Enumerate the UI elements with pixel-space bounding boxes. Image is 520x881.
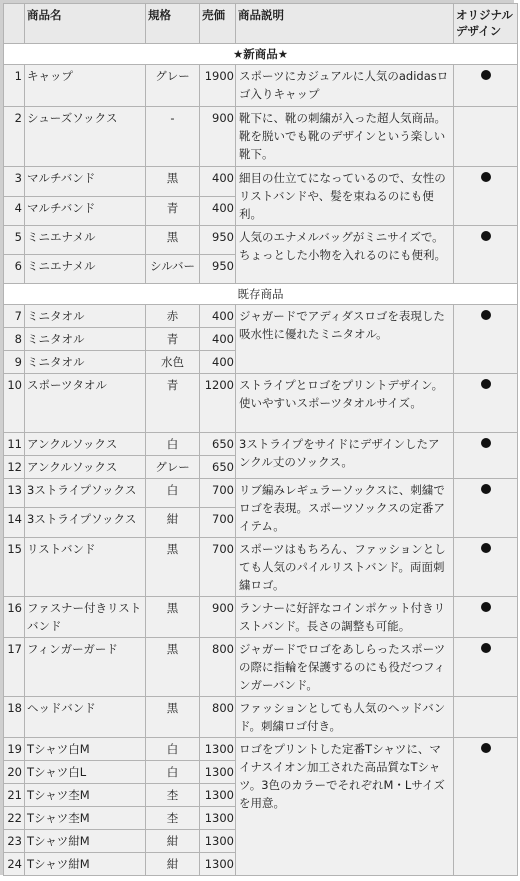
row-price: 900 xyxy=(200,597,236,638)
row-spec: 黒 xyxy=(146,597,200,638)
row-name: Tシャツ白M xyxy=(25,738,146,761)
section-title: ★新商品★ xyxy=(4,44,518,65)
row-price: 400 xyxy=(200,351,236,374)
table-row xyxy=(4,305,518,328)
row-name: フィンガーガード xyxy=(25,638,146,697)
section-new xyxy=(4,44,518,65)
row-desc: ストライプとロゴをプリントデザイン。使いやすいスポーツタオルサイズ。 xyxy=(236,374,454,433)
row-name: 3ストライプソックス xyxy=(25,508,146,538)
row-desc: リブ編みレギュラーソックスに、刺繍でロゴを表現。スポーツソックスの定番アイテム。 xyxy=(236,479,454,538)
filled-circle-icon xyxy=(481,743,491,753)
row-no: 3 xyxy=(4,167,25,197)
row-price: 400 xyxy=(200,305,236,328)
row-no: 5 xyxy=(4,226,25,255)
row-no: 12 xyxy=(4,456,25,479)
row-spec: 杢 xyxy=(146,784,200,807)
row-spec: 白 xyxy=(146,761,200,784)
row-spec: 黒 xyxy=(146,226,200,255)
filled-circle-icon xyxy=(481,543,491,553)
row-no: 14 xyxy=(4,508,25,538)
row-desc: ランナーに好評なコインポケット付きリストバンド。長さの調整も可能。 xyxy=(236,597,454,638)
table-row xyxy=(4,433,518,456)
row-no: 21 xyxy=(4,784,25,807)
row-spec: 黒 xyxy=(146,538,200,597)
row-no: 4 xyxy=(4,196,25,226)
row-no: 13 xyxy=(4,479,25,508)
row-desc: ファッションとしても人気のヘッドバンド。刺繍ロゴ付き。 xyxy=(236,697,454,738)
row-price: 950 xyxy=(200,255,236,284)
row-name: ミニエナメル xyxy=(25,226,146,255)
row-no: 19 xyxy=(4,738,25,761)
header-price: 売価 xyxy=(200,4,236,44)
row-desc: スポーツはもちろん、ファッションとしても人気のパイルリストバンド。両面刺繍ロゴ。 xyxy=(236,538,454,597)
row-no: 1 xyxy=(4,65,25,107)
header-desc: 商品説明 xyxy=(236,4,454,44)
row-price: 1300 xyxy=(200,830,236,853)
row-spec: 赤 xyxy=(146,305,200,328)
row-spec: 黒 xyxy=(146,167,200,197)
row-spec: シルバー xyxy=(146,255,200,284)
row-price: 650 xyxy=(200,433,236,456)
row-name: ミニエナメル xyxy=(25,255,146,284)
row-price: 800 xyxy=(200,697,236,738)
row-spec: 青 xyxy=(146,196,200,226)
table-row xyxy=(4,597,518,638)
table-row xyxy=(4,226,518,255)
row-spec: 白 xyxy=(146,479,200,508)
filled-circle-icon xyxy=(481,172,491,182)
row-spec: 青 xyxy=(146,374,200,433)
row-price: 700 xyxy=(200,538,236,597)
row-name: ミニタオル xyxy=(25,328,146,351)
row-no: 8 xyxy=(4,328,25,351)
row-spec: 白 xyxy=(146,433,200,456)
original-design-cell xyxy=(454,479,518,538)
filled-circle-icon xyxy=(481,484,491,494)
row-name: ミニタオル xyxy=(25,351,146,374)
row-no: 6 xyxy=(4,255,25,284)
row-no: 2 xyxy=(4,107,25,167)
row-spec: - xyxy=(146,107,200,167)
row-desc: 3ストライプをサイドにデザインしたアンクル丈のソックス。 xyxy=(236,433,454,479)
table-row xyxy=(4,638,518,697)
row-price: 1200 xyxy=(200,374,236,433)
section-existing xyxy=(4,284,518,305)
row-no: 18 xyxy=(4,697,25,738)
header-original-design: オリジナルデザイン xyxy=(454,4,518,44)
row-spec: グレー xyxy=(146,456,200,479)
row-price: 650 xyxy=(200,456,236,479)
row-no: 9 xyxy=(4,351,25,374)
original-design-cell xyxy=(454,65,518,107)
row-price: 900 xyxy=(200,107,236,167)
row-price: 1300 xyxy=(200,807,236,830)
row-no: 24 xyxy=(4,853,25,876)
table-row xyxy=(4,538,518,597)
section-title: 既存商品 xyxy=(4,284,518,305)
header-name: 商品名 xyxy=(25,4,146,44)
original-design-cell xyxy=(454,638,518,697)
row-no: 11 xyxy=(4,433,25,456)
original-design-cell xyxy=(454,305,518,374)
row-spec: 黒 xyxy=(146,638,200,697)
table-row xyxy=(4,65,518,107)
row-no: 22 xyxy=(4,807,25,830)
row-name: Tシャツ白L xyxy=(25,761,146,784)
row-name: リストバンド xyxy=(25,538,146,597)
row-price: 1300 xyxy=(200,738,236,761)
row-price: 400 xyxy=(200,196,236,226)
row-name: ファスナー付きリストバンド xyxy=(25,597,146,638)
row-spec: 紺 xyxy=(146,853,200,876)
row-desc: 靴下に、靴の刺繍が入った超人気商品。靴を脱いでも靴のデザインという楽しい靴下。 xyxy=(236,107,454,167)
header-no xyxy=(4,4,25,44)
row-desc: スポーツにカジュアルに人気のadidasロゴ入りキャップ xyxy=(236,65,454,107)
row-price: 700 xyxy=(200,479,236,508)
original-design-cell xyxy=(454,433,518,479)
row-spec: 水色 xyxy=(146,351,200,374)
row-price: 800 xyxy=(200,638,236,697)
filled-circle-icon xyxy=(481,602,491,612)
row-no: 7 xyxy=(4,305,25,328)
row-no: 16 xyxy=(4,597,25,638)
row-name: マルチバンド xyxy=(25,196,146,226)
original-design-cell xyxy=(454,107,518,167)
filled-circle-icon xyxy=(481,231,491,241)
original-design-cell xyxy=(454,738,518,876)
row-no: 20 xyxy=(4,761,25,784)
row-price: 1900 xyxy=(200,65,236,107)
original-design-cell xyxy=(454,167,518,226)
original-design-cell xyxy=(454,597,518,638)
row-name: シューズソックス xyxy=(25,107,146,167)
row-no: 10 xyxy=(4,374,25,433)
row-spec: 黒 xyxy=(146,697,200,738)
filled-circle-icon xyxy=(481,438,491,448)
original-design-cell xyxy=(454,374,518,433)
row-name: アンクルソックス xyxy=(25,456,146,479)
row-name: Tシャツ杢M xyxy=(25,784,146,807)
row-price: 700 xyxy=(200,508,236,538)
row-name: キャップ xyxy=(25,65,146,107)
table-row xyxy=(4,697,518,738)
row-price: 400 xyxy=(200,328,236,351)
filled-circle-icon xyxy=(481,379,491,389)
row-desc: ジャガードでロゴをあしらったスポーツの際に指輪を保護するのにも役だつフィンガーバンド。 xyxy=(236,638,454,697)
row-spec: 白 xyxy=(146,738,200,761)
row-desc: 細目の仕立てになっているので、女性のリストバンドや、髪を束ねるのにも便利。 xyxy=(236,167,454,226)
original-design-cell xyxy=(454,538,518,597)
filled-circle-icon xyxy=(481,310,491,320)
original-design-cell xyxy=(454,697,518,738)
row-price: 1300 xyxy=(200,853,236,876)
table-row xyxy=(4,479,518,508)
row-name: Tシャツ紺M xyxy=(25,853,146,876)
row-name: マルチバンド xyxy=(25,167,146,197)
row-name: スポーツタオル xyxy=(25,374,146,433)
product-table xyxy=(3,3,518,876)
row-spec: 杢 xyxy=(146,807,200,830)
row-name: Tシャツ紺M xyxy=(25,830,146,853)
row-no: 23 xyxy=(4,830,25,853)
row-spec: 紺 xyxy=(146,508,200,538)
row-price: 1300 xyxy=(200,761,236,784)
header-spec: 規格 xyxy=(146,4,200,44)
row-name: Tシャツ杢M xyxy=(25,807,146,830)
row-spec: グレー xyxy=(146,65,200,107)
row-no: 17 xyxy=(4,638,25,697)
row-name: アンクルソックス xyxy=(25,433,146,456)
filled-circle-icon xyxy=(481,70,491,80)
original-design-cell xyxy=(454,226,518,284)
row-name: ヘッドバンド xyxy=(25,697,146,738)
row-desc: ジャガードでアディダスロゴを表現した吸水性に優れたミニタオル。 xyxy=(236,305,454,374)
table-row xyxy=(4,107,518,167)
row-price: 1300 xyxy=(200,784,236,807)
row-no: 15 xyxy=(4,538,25,597)
row-name: ミニタオル xyxy=(25,305,146,328)
row-desc: 人気のエナメルバッグがミニサイズで。ちょっとした小物を入れるのにも便利。 xyxy=(236,226,454,284)
row-spec: 青 xyxy=(146,328,200,351)
table-row xyxy=(4,374,518,433)
row-price: 400 xyxy=(200,167,236,197)
row-spec: 紺 xyxy=(146,830,200,853)
header-row xyxy=(4,4,518,44)
row-desc: ロゴをプリントした定番Tシャツに、マイナスイオン加工された高品質なTシャツ。3色のカラーでそれぞれM・Lサイズを用意。 xyxy=(236,738,454,876)
table-row xyxy=(4,167,518,197)
row-name: 3ストライプソックス xyxy=(25,479,146,508)
filled-circle-icon xyxy=(481,643,491,653)
table-row xyxy=(4,738,518,761)
row-price: 950 xyxy=(200,226,236,255)
